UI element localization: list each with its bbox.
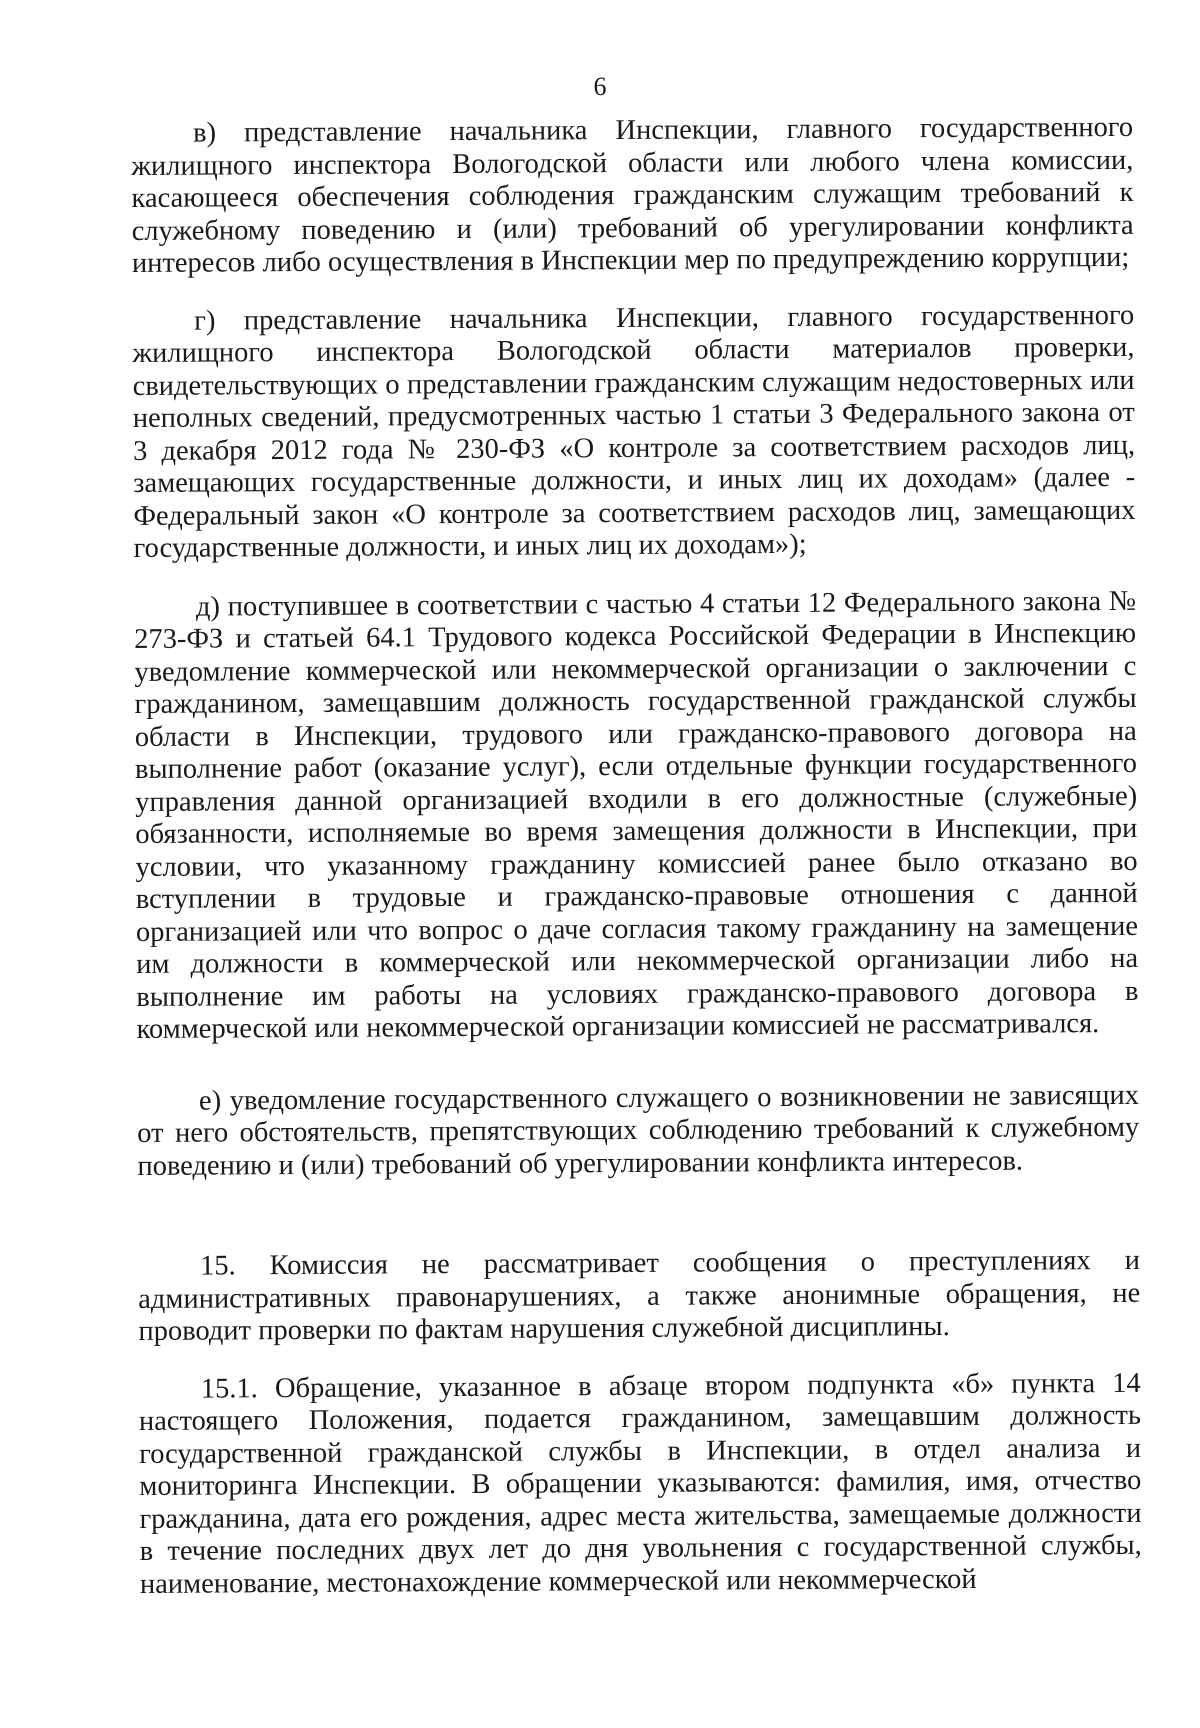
paragraph-g: г) представление начальника Инспекции, главного государственного жилищного инспектора Вологодской области материалов проверки, свидетельствующих о представлении гражданским служащим недостоверных или неполных сведений, предусмотренных частью 1 статьи 3 Федерального закона от 3 декабря 2012 года № 230-ФЗ «О контроле за соответствием расходов лиц, замещающих государственные должности, и иных лиц их доходам» (далее - Федеральный закон «О контроле за соответствием расходов лиц, замещающих государственные должности, и иных лиц их доходам»); xyxy=(132,299,1136,564)
page-number: 6 xyxy=(593,72,607,101)
paragraph-d: д) поступившее в соответствии с частью 4 статьи 12 Федерального закона № 273-ФЗ и статьей 64.1 Трудового кодекса Российской Федерации в Инспекцию уведомление коммерческой или некоммерческой организации о заключении с гражданином, замещавшим должность государственной гражданской службы области в Инспекции, трудового или гражданско-правового договора на выполнение работ (оказание услуг), если отдельные функции государственного управления данной организацией входили в его должностные (служебные) обязанности, исполняемые во время замещения должности в Инспекции, при условии, что указанному гражданину комиссией ранее было отказано во вступлении в трудовые и гражданско-правовые отношения с данной организацией или что вопрос о даче согласия такому гражданину на замещение им должности в коммерческой или некоммерческой организации либо на выполнение им работы на условиях гражданско-правового договора в коммерческой или некоммерческой организации комиссией не рассматривался. xyxy=(134,585,1139,1045)
document-body xyxy=(131,112,1142,1601)
paragraph-15: 15. Комиссия не рассматривает сообщения о преступлениях и административных правонарушениях, а также анонимные обращения, не проводит проверки по фактам нарушения служебной дисциплины. xyxy=(138,1244,1141,1347)
paragraph-15-1: 15.1. Обращение, указанное в абзаце втором подпункта «б» пункта 14 настоящего Положения, подается гражданином, замещавшим должность государственной гражданской службы в Инспекции, в отдел анализа и мониторинга Инспекции. В обращении указываются: фамилия, имя, отчество гражданина, дата его рождения, адрес места жительства, замещаемые должности в течение последних двух лет до дня увольнения с государственной службы, наименование, местонахождение коммерческой или некоммерческой xyxy=(138,1367,1142,1600)
paragraph-e: е) уведомление государственного служащего о возникновении не зависящих от него обстоятельств, препятствующих соблюдению требований к служебному поведению и (или) требований об урегулировании конфликта интересов. xyxy=(137,1079,1140,1182)
paragraph-v: в) представление начальника Инспекции, главного государственного жилищного инспектора Вологодской области или любого члена комиссии, касающееся обеспечения соблюдения гражданским служащим требований к служебному поведению и (или) требований об урегулировании конфликта интересов либо осуществления в Инспекции мер по предупреждению коррупции; xyxy=(131,111,1134,279)
